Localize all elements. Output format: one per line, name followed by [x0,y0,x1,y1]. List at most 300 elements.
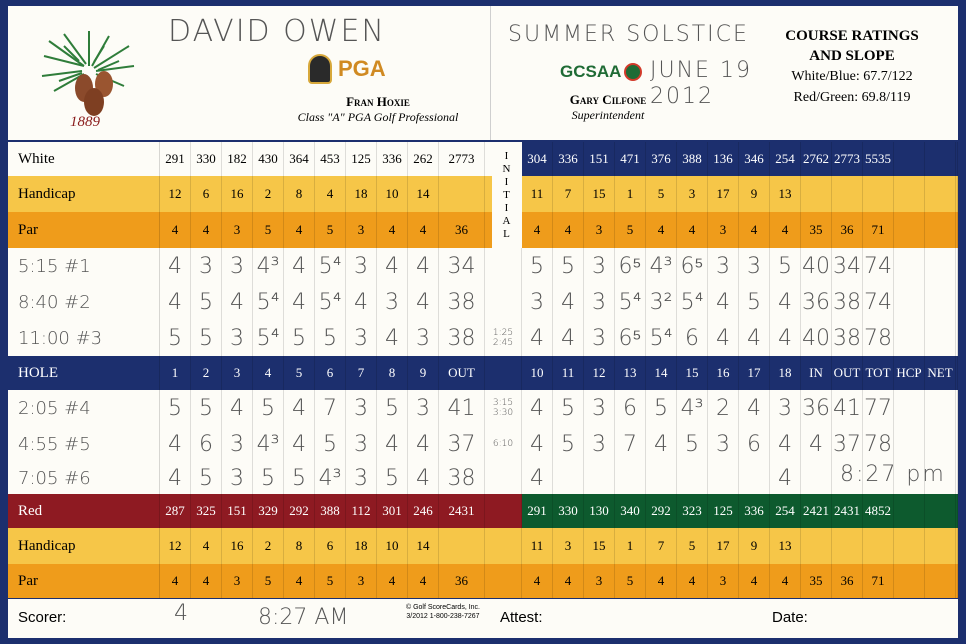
hole-cell: 4852 [863,494,894,528]
hole-cell [956,142,958,176]
score-cell[interactable]: 5 [315,320,346,356]
hole-cell: 16 [222,528,253,564]
score-cell[interactable]: 6 [739,426,770,462]
row-label: Par [8,212,160,248]
hole-cell: 291 [160,142,191,176]
finish-time: 8:27 pm [840,462,946,487]
score-cell[interactable]: 78 [863,426,894,462]
score-cell[interactable]: 3 [222,426,253,462]
score-cell[interactable]: 38 [439,462,485,494]
initial-letter: I [504,175,510,188]
ratings-title-2: AND SLOPE [809,48,895,64]
score-cell[interactable]: 4 [770,284,801,320]
hole-cell: 5535 [863,142,894,176]
score-cell[interactable]: 3 [222,248,253,284]
score-cell[interactable]: 36 [801,284,832,320]
score-cell[interactable]: 5⁴ [253,284,284,320]
gcsaa-logo-icon [624,63,642,81]
score-cell[interactable]: 77 [863,390,894,426]
hole-cell: 4 [284,212,315,248]
hole-cell: 18 [346,528,377,564]
score-cell[interactable]: 4 [553,320,584,356]
hole-cell: 4 [191,212,222,248]
hole-cell: 5 [615,564,646,598]
hole-cell: 5 [315,212,346,248]
score-cell[interactable]: 4 [408,462,439,494]
score-cell[interactable]: 4 [284,284,315,320]
score-cell[interactable]: 3 [222,320,253,356]
hole-cell: 14 [646,356,677,390]
hole-cell [894,494,925,528]
score-cell[interactable] [894,284,925,320]
score-cell[interactable]: 4 [408,248,439,284]
score-cell[interactable]: 3 [708,248,739,284]
score-cell[interactable]: 41 [832,390,863,426]
superintendent-name: Gary Cilfone [569,92,647,107]
score-cell[interactable]: 5 [553,390,584,426]
score-cell[interactable]: 4 [739,320,770,356]
score-cell[interactable]: 40 [801,320,832,356]
hole-cell [956,528,958,564]
hole-cell: 7 [646,528,677,564]
pga-logo [308,54,386,84]
score-cell[interactable]: 74 [863,248,894,284]
score-cell[interactable] [956,248,958,284]
score-cell[interactable]: 4 [408,426,439,462]
row-label: Red [8,494,160,528]
score-cell[interactable]: 4 [770,462,801,494]
score-cell[interactable]: 4 [222,390,253,426]
hole-cell: 3 [346,212,377,248]
hole-cell: 3 [584,564,615,598]
hole-cell: 330 [191,142,222,176]
score-cell[interactable] [925,284,956,320]
scorer-label: Scorer: [18,609,67,626]
score-cell[interactable]: 5⁴ [315,248,346,284]
score-cell[interactable] [894,390,925,426]
score-cell[interactable] [708,462,739,494]
hole-cell: 376 [646,142,677,176]
hole-cell: 4 [553,564,584,598]
score-cell[interactable]: 6 [191,426,222,462]
row-hole [8,356,958,390]
hole-cell: 136 [708,142,739,176]
score-cell[interactable]: 5 [522,248,553,284]
hole-cell: 4 [646,564,677,598]
pro-name: Fran Hoxie [346,94,410,109]
date-label: Date: [772,609,808,626]
row-label: 4:55 #5 [8,426,160,462]
score-cell[interactable] [925,426,956,462]
score-cell[interactable]: 5 [770,248,801,284]
initial-letter: T [503,188,511,201]
initial-cell [485,564,522,598]
score-cell[interactable]: 37 [832,426,863,462]
score-cell[interactable]: 4 [377,320,408,356]
score-cell[interactable]: 4 [708,284,739,320]
score-cell[interactable]: 3 [346,462,377,494]
score-cell[interactable]: 5 [377,462,408,494]
score-cell[interactable]: 5 [191,320,222,356]
copyright-note: © Golf ScoreCards, Inc. 3/2012 1-800-238-7267 [405,604,481,620]
score-cell[interactable]: 4 [770,426,801,462]
hole-cell: 4 [646,212,677,248]
hole-cell: 8 [284,528,315,564]
hole-cell: 14 [408,528,439,564]
row-label: HOLE [8,356,160,390]
score-cell[interactable]: 3 [770,390,801,426]
score-cell[interactable]: 5 [677,426,708,462]
hole-cell: 4 [408,212,439,248]
score-cell[interactable]: 2 [708,390,739,426]
hole-cell: 4 [770,212,801,248]
score-cell[interactable]: 4 [770,320,801,356]
header-divider [490,6,491,140]
score-cell[interactable] [956,320,958,356]
hole-cell: 14 [408,176,439,212]
score-cell[interactable]: 4 [801,426,832,462]
pro-title: Class "A" PGA Golf Professional [297,110,459,124]
hole-cell: 151 [222,494,253,528]
hole-cell: 291 [522,494,553,528]
hole-cell: 3 [708,564,739,598]
score-cell[interactable]: 3 [584,320,615,356]
score-cell[interactable] [956,284,958,320]
hole-cell: 336 [377,142,408,176]
score-cell[interactable]: 6⁵ [677,248,708,284]
score-cell[interactable]: 5⁴ [253,320,284,356]
initial-letter: I [504,201,510,214]
hole-cell [894,564,925,598]
initial-cell: 3:15 3:30 [485,390,522,426]
hole-cell: 323 [677,494,708,528]
score-cell[interactable]: 5 [646,390,677,426]
score-cell[interactable]: 5 [253,390,284,426]
score-cell[interactable]: 4 [708,320,739,356]
hole-cell: TOT [863,356,894,390]
score-cell[interactable]: 38 [832,320,863,356]
hole-cell [925,142,956,176]
score-cell[interactable] [925,320,956,356]
row-label: Par [8,564,160,598]
hole-cell: 330 [553,494,584,528]
hole-cell: 8 [284,176,315,212]
row-par2 [8,564,958,598]
score-cell[interactable]: 3² [646,284,677,320]
score-cell[interactable] [739,462,770,494]
score-cell[interactable]: 5 [191,390,222,426]
score-cell[interactable]: 4 [284,426,315,462]
score-cell[interactable]: 6⁵ [615,320,646,356]
hole-cell: 1 [160,356,191,390]
initial-letter: L [503,227,511,240]
score-cell[interactable]: 3 [377,284,408,320]
hole-cell: 12 [160,176,191,212]
score-cell[interactable]: 4 [522,390,553,426]
scorecard-header [8,6,958,142]
hole-cell: 15 [584,176,615,212]
score-cell[interactable]: 4 [284,248,315,284]
score-cell[interactable]: 78 [863,320,894,356]
hole-cell: 112 [346,494,377,528]
score-cell[interactable] [956,462,958,494]
score-cell[interactable]: 6⁵ [615,248,646,284]
hole-cell: 5 [284,356,315,390]
score-cell[interactable] [677,462,708,494]
scorecard-footer [8,598,958,639]
score-cell[interactable]: 3 [522,284,553,320]
hole-cell [956,494,958,528]
score-cell[interactable]: 4 [408,284,439,320]
score-cell[interactable]: 3 [584,426,615,462]
hole-cell: 430 [253,142,284,176]
scorecard [6,4,960,640]
score-cell[interactable]: 5 [160,390,191,426]
hole-cell: 71 [863,564,894,598]
hole-cell: 71 [863,212,894,248]
hole-cell [894,142,925,176]
hole-cell: 3 [677,176,708,212]
score-cell[interactable]: 5⁴ [615,284,646,320]
row-label: 7:05 #6 [8,462,160,494]
hole-cell: 4 [739,212,770,248]
rating-white-blue: White/Blue: 67.7/122 [791,69,913,84]
score-cell[interactable]: 5⁴ [646,320,677,356]
score-cell[interactable]: 5 [284,462,315,494]
score-cell[interactable]: 4³ [315,462,346,494]
score-cell[interactable]: 4 [522,320,553,356]
hole-cell [956,176,958,212]
score-cell[interactable]: 4 [646,426,677,462]
score-cell[interactable]: 4 [739,390,770,426]
hole-cell: 10 [377,176,408,212]
score-cell[interactable]: 4³ [253,426,284,462]
score-cell[interactable]: 6 [615,390,646,426]
score-cell[interactable]: 40 [801,248,832,284]
score-cell[interactable]: 3 [408,390,439,426]
score-cell[interactable]: 38 [439,320,485,356]
score-cell[interactable]: 5⁴ [677,284,708,320]
score-cell[interactable] [956,390,958,426]
scorer-value[interactable]: 4 [174,601,188,626]
row-label: Handicap [8,528,160,564]
hole-cell: 4 [160,212,191,248]
hole-cell: 10 [377,528,408,564]
score-cell[interactable] [956,426,958,462]
pga-label: PGA [338,56,386,81]
score-cell[interactable] [894,320,925,356]
hole-cell: 3 [708,212,739,248]
score-cell[interactable]: 4 [160,462,191,494]
score-cell[interactable]: 34 [832,248,863,284]
score-cell[interactable] [584,462,615,494]
hole-cell: 4 [739,564,770,598]
score-cell[interactable]: 5 [253,462,284,494]
initial-cell [485,284,522,320]
hole-cell: 4 [160,564,191,598]
hole-cell: 4 [315,176,346,212]
hole-cell: 2 [191,356,222,390]
initial-cell [485,494,522,528]
hole-cell: 292 [284,494,315,528]
hole-cell: 304 [522,142,553,176]
score-cell[interactable]: 3 [346,248,377,284]
score-cell[interactable] [801,462,832,494]
hole-cell [863,528,894,564]
score-cell[interactable]: 4 [346,284,377,320]
score-cell[interactable]: 4 [160,284,191,320]
score-cell[interactable]: 3 [222,462,253,494]
score-cell[interactable] [894,426,925,462]
score-cell[interactable]: 3 [346,320,377,356]
score-cell[interactable]: 5 [191,462,222,494]
hole-cell: 336 [553,142,584,176]
hole-cell: 8 [377,356,408,390]
score-cell[interactable]: 4 [522,426,553,462]
score-cell[interactable]: 5 [191,284,222,320]
hole-cell: 17 [708,528,739,564]
score-cell[interactable]: 38 [832,284,863,320]
score-cell[interactable]: 34 [439,248,485,284]
hole-cell: 2431 [439,494,485,528]
score-cell[interactable]: 4 [522,462,553,494]
hole-cell: 17 [708,176,739,212]
hole-cell [925,212,956,248]
score-cell[interactable]: 3 [584,248,615,284]
hole-cell [925,176,956,212]
score-cell[interactable]: 5 [739,284,770,320]
score-cell[interactable]: 4³ [253,248,284,284]
score-cell[interactable]: 36 [801,390,832,426]
event-name: SUMMER SOLSTICE [508,22,749,47]
hole-cell: 11 [522,528,553,564]
score-cell[interactable]: 4 [284,390,315,426]
course-ratings [750,26,954,108]
score-cell[interactable]: 3 [708,426,739,462]
row-white [8,142,958,177]
hole-cell: 13 [770,176,801,212]
hole-cell: 12 [160,528,191,564]
score-cell[interactable]: 4 [377,248,408,284]
score-cell[interactable]: 4 [222,284,253,320]
row-s3 [8,320,958,357]
score-cell[interactable]: 38 [439,284,485,320]
score-cell[interactable]: 5 [160,320,191,356]
hole-cell [801,528,832,564]
hole-cell: 5 [615,212,646,248]
score-cell[interactable]: 3 [584,390,615,426]
score-cell[interactable]: 4 [553,284,584,320]
hole-cell: 16 [222,176,253,212]
score-cell[interactable]: 5 [553,248,584,284]
hole-cell: 4 [191,564,222,598]
hole-cell: 6 [315,356,346,390]
hole-cell [925,494,956,528]
score-cell[interactable]: 3 [739,248,770,284]
row-label: 8:40 #2 [8,284,160,320]
score-cell[interactable]: 3 [191,248,222,284]
score-cell[interactable]: 37 [439,426,485,462]
hole-cell: 1 [615,528,646,564]
score-cell[interactable]: 6 [677,320,708,356]
hole-cell: 11 [553,356,584,390]
score-cell[interactable]: 4³ [677,390,708,426]
score-cell[interactable]: 4 [377,426,408,462]
row-handicap2 [8,528,958,564]
score-cell[interactable]: 5 [553,426,584,462]
hole-cell: 125 [708,494,739,528]
hole-cell: 5 [315,564,346,598]
score-cell[interactable] [925,248,956,284]
row-handicap1 [8,176,958,212]
row-s4 [8,390,958,427]
initial-cell [485,462,522,494]
row-label: 2:05 #4 [8,390,160,426]
hole-cell: 36 [832,564,863,598]
score-cell[interactable]: 5 [284,320,315,356]
hole-cell: 346 [739,142,770,176]
score-cell[interactable]: 4 [160,426,191,462]
score-cell[interactable]: 7 [315,390,346,426]
founding-year: 1889 [70,114,100,130]
hole-cell [832,528,863,564]
hole-cell: 4 [770,564,801,598]
score-cell[interactable]: 3 [346,426,377,462]
hole-cell [439,176,485,212]
score-cell[interactable]: 3 [408,320,439,356]
hole-cell: 13 [615,356,646,390]
hole-cell: 9 [739,528,770,564]
row-label: White [8,142,160,176]
hole-cell: 16 [708,356,739,390]
hole-cell: 287 [160,494,191,528]
hole-cell: 36 [439,212,485,248]
score-cell[interactable]: 7 [615,426,646,462]
score-cell[interactable] [553,462,584,494]
hole-cell [956,564,958,598]
score-cell[interactable]: 5 [315,426,346,462]
scorer-time[interactable]: 8:27 AM [258,605,349,630]
score-cell[interactable] [615,462,646,494]
score-cell[interactable]: 3 [346,390,377,426]
hole-cell: 10 [522,356,553,390]
score-cell[interactable]: 41 [439,390,485,426]
score-cell[interactable]: 5 [377,390,408,426]
hole-cell: 2773 [832,142,863,176]
hole-cell: 2431 [832,494,863,528]
score-cell[interactable] [925,390,956,426]
score-cell[interactable]: 3 [584,284,615,320]
score-cell[interactable] [894,248,925,284]
hole-cell: 12 [584,356,615,390]
hole-cell: 4 [522,212,553,248]
initial-column [492,142,522,248]
hole-cell: 1 [615,176,646,212]
score-cell[interactable] [646,462,677,494]
hole-cell: 4 [677,564,708,598]
initial-letter: N [502,162,512,175]
row-label: 5:15 #1 [8,248,160,284]
hole-cell: 364 [284,142,315,176]
score-cell[interactable]: 4³ [646,248,677,284]
initial-cell [485,248,522,284]
player-name: DAVID OWEN [168,14,386,49]
row-s2 [8,284,958,321]
score-cell[interactable]: 5⁴ [315,284,346,320]
initial-letter: A [502,214,512,227]
score-cell[interactable]: 74 [863,284,894,320]
score-cell[interactable]: 4 [160,248,191,284]
